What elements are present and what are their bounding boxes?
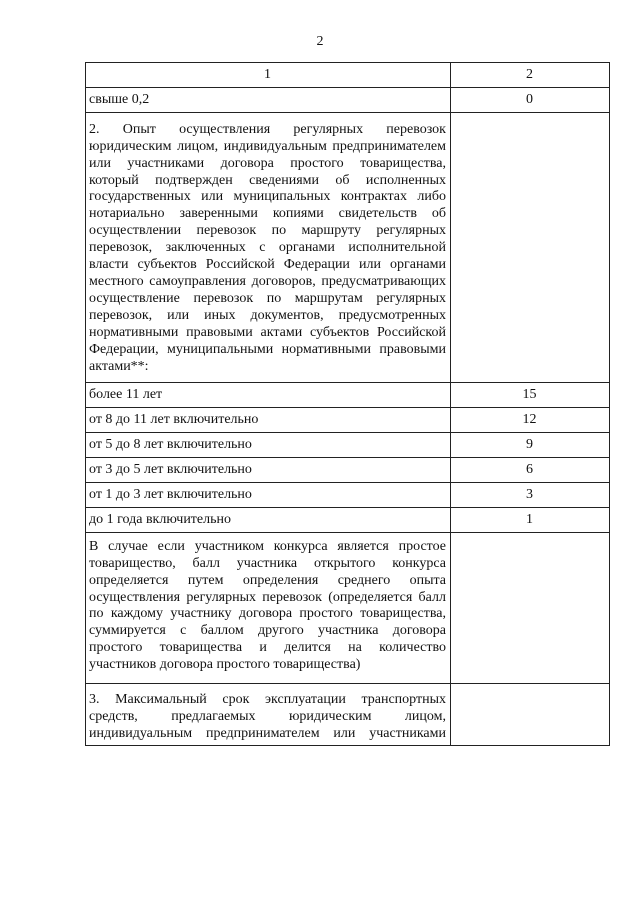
row-value: 6 — [451, 458, 610, 483]
row-value: 15 — [451, 383, 610, 408]
row-label: от 1 до 3 лет включительно — [86, 483, 451, 508]
table-row — [86, 507, 610, 532]
row-value: 3 — [451, 483, 610, 508]
row-label: свыше 0,2 — [86, 87, 451, 112]
table-row — [86, 458, 610, 483]
row-value: 9 — [451, 433, 610, 458]
row-label: от 8 до 11 лет включительно — [86, 408, 451, 433]
row-label: от 5 до 8 лет включительно — [86, 433, 451, 458]
column-header-2: 2 — [451, 63, 610, 88]
row-value: 0 — [451, 87, 610, 112]
table-row — [86, 433, 610, 458]
table-row — [86, 483, 610, 508]
row-label: от 3 до 5 лет включительно — [86, 458, 451, 483]
row-value: 12 — [451, 408, 610, 433]
table-row — [86, 532, 610, 683]
column-header-1: 1 — [86, 63, 451, 88]
table-row — [86, 383, 610, 408]
row-label: В случае если участником конкурса является простое товарищество, балл участника открытого конкурса определяется путем определения среднего опыта осуществления регулярных перевозок (определяется балл по каждому участнику договора простого товарищества, суммируется с баллом другого участника договора простого товарищества и делится на количество участников договора простого товарищества) — [86, 532, 451, 683]
row-label: 2. Опыт осуществления регулярных перевозок юридическим лицом, индивидуальным предпринимателем или участниками договора простого товарищества, который подтвержден сведениями об исполненных государственных или муниципальных контрактах либо нотариально заверенными копиями свидетельств об осуществлении перевозок по маршруту регулярных перевозок, заключенных с органами исполнительной власти субъектов Российской Федерации или органами местного самоуправления договоров, предусматривающих осуществление перевозок по маршрутам регулярных перевозок, или иных документов, предусмотренных нормативными правовыми актами субъектов Российской Федерации, муниципальными нормативными правовыми актами**: — [86, 112, 451, 383]
table-row — [86, 87, 610, 112]
row-value — [451, 532, 610, 683]
row-value — [451, 684, 610, 746]
row-value: 1 — [451, 507, 610, 532]
table-row — [86, 112, 610, 383]
table-row — [86, 408, 610, 433]
row-value — [451, 112, 610, 383]
page-number: 2 — [316, 34, 324, 49]
table-header-row — [86, 63, 610, 88]
row-label: до 1 года включительно — [86, 507, 451, 532]
row-label: более 11 лет — [86, 383, 451, 408]
table-row — [86, 684, 610, 746]
row-label: 3. Максимальный срок эксплуатации транспортных средств, предлагаемых юридическим лицом, индивидуальным предпринимателем или участниками — [86, 684, 451, 746]
criteria-table — [85, 62, 610, 746]
